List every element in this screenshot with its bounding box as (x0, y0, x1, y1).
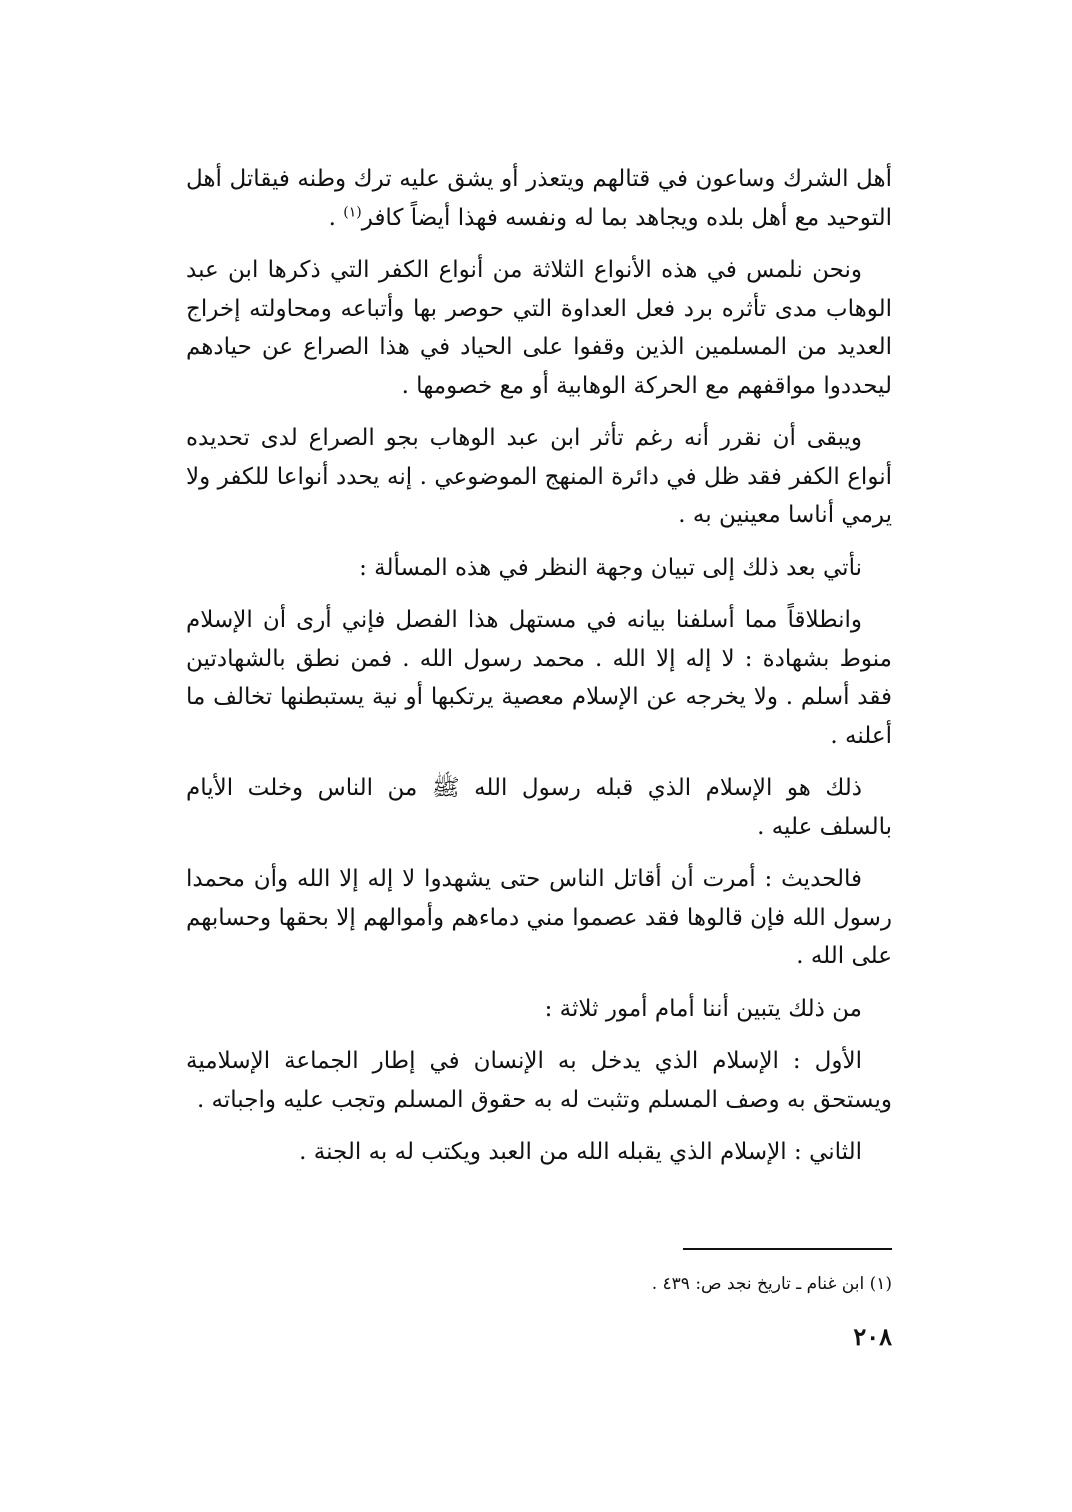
paragraph-7: فالحديث : أمرت أن أقاتل الناس حتى يشهدوا لا إله إلا الله وأن محمدا رسول الله فإن قالوها فقد عصموا مني دماءهم وأموالهم إلا بحقها وحسابهم على الله . (185, 866, 892, 969)
paragraph-8: من ذلك يتبين أننا أمام أمور ثلاثة : (544, 995, 862, 1022)
paragraph-1 (186, 160, 892, 237)
paragraph-3: ويبقى أن نقرر أنه رغم تأثر ابن عبد الوهاب بجو الصراع لدى تحديده أنواع الكفر فقد ظل في دائرة المنهج الموضوعي . إنه يحدد أنواعا للكفر ولا يرمي أناسا معينين به . (186, 425, 892, 528)
body-text (186, 160, 892, 1186)
footnote-marker: (١) (343, 203, 362, 220)
footnote-divider (683, 1248, 892, 1250)
paragraph-5: وانطلاقاً مما أسلفنا بيانه في مستهل هذا الفصل فإني أرى أن الإسلام منوط بشهادة : لا إله إلا الله . محمد رسول الله . فمن نطق بالشهادتين فقد أسلم . ولا يخرجه عن الإسلام معصية يرتكبها أو نية يستبطنها تخالف ما أعلنه . (186, 607, 892, 749)
paragraph-9: الأول : الإسلام الذي يدخل به الإنسان في إطار الجماعة الإسلامية ويستحق به وصف المسلم وتثبت له به حقوق المسلم وتجب عليه واجباته . (186, 1048, 892, 1113)
paragraph-1-end: . (328, 204, 344, 231)
footnote: (١) ابن غنام ـ تاريخ نجد ص: ٤٣٩ . (651, 1274, 892, 1294)
paragraph-10: الثاني : الإسلام الذي يقبله الله من العبد ويكتب له به الجنة . (299, 1139, 862, 1165)
paragraph-4: نأتي بعد ذلك إلى تبيان وجهة النظر في هذه المسألة : (359, 554, 862, 581)
paragraph-1-text: أهل الشرك وساعون في قتالهم ويتعذر أو يشق عليه ترك وطنه فيقاتل أهل التوحيد مع أهل بلده ويجاهد بما له ونفسه فهذا أيضاً كافر (186, 166, 892, 231)
paragraph-6: ذلك هو الإسلام الذي قبله رسول الله ﷺ من الناس وخلت الأيام بالسلف عليه . (186, 775, 892, 840)
paragraph-2: ونحن نلمس في هذه الأنواع الثلاثة من أنواع الكفر التي ذكرها ابن عبد الوهاب مدى تأثره برد فعل العداوة التي حوصر بها وأتباعه ومحاولته إخراج العديد من المسلمين الذين وقفوا على الحياد في هذا الصراع عن حيادهم ليحددوا مواقفهم مع الحركة الوهابية أو مع خصومها . (186, 257, 892, 399)
page-number: ٢٠٨ (853, 1322, 892, 1351)
